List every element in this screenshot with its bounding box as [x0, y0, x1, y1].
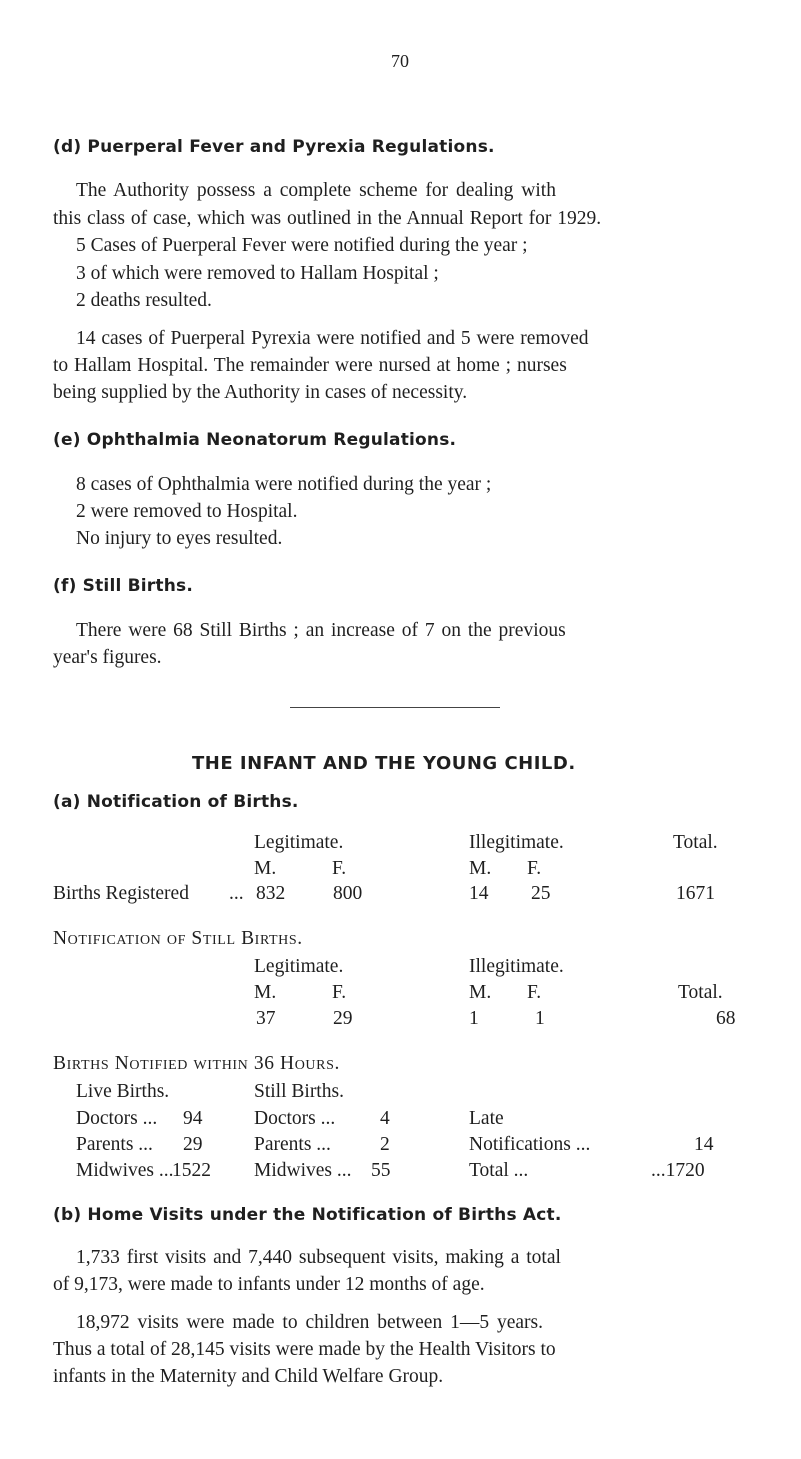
late-total-value: ...1720	[651, 1160, 705, 1181]
still-births-header: Still Births.	[254, 1081, 344, 1102]
births-leg-f-value: 800	[333, 883, 363, 904]
births-illegitimate-header: Illegitimate.	[469, 832, 564, 853]
section-d-heading: (d) Puerperal Fever and Pyrexia Regulations.	[53, 137, 495, 157]
late-total-label: Total ...	[469, 1160, 529, 1181]
section-f-line-1: There were 68 Still Births ; an increase of 7 on the previous	[76, 620, 566, 641]
section-d-line-2: this class of case, which was outlined in the Annual Report for 1929.	[53, 208, 602, 229]
births-total-header: Total.	[673, 832, 718, 853]
section-d-para2-line-2: to Hallam Hospital. The remainder were nursed at home ; nurses	[53, 355, 567, 376]
still-midwives-label: Midwives ...	[254, 1160, 352, 1181]
late-label: Late	[469, 1108, 504, 1129]
section-e-line-3: No injury to eyes resulted.	[76, 528, 283, 549]
still-ill-f-header: F.	[527, 982, 542, 1003]
still-leg-f-value: 29	[333, 1008, 353, 1029]
live-midwives-label: Midwives ...	[76, 1160, 174, 1181]
home-visits-line-4: Thus a total of 28,145 visits were made by the Health Visitors to	[53, 1339, 556, 1360]
births-ill-m-header: M.	[469, 858, 492, 879]
late-notifications-label: Notifications ...	[469, 1134, 591, 1155]
section-e-line-2: 2 were removed to Hospital.	[76, 501, 298, 522]
still-parents-value: 2	[380, 1134, 390, 1155]
home-visits-line-5: infants in the Maternity and Child Welfare Group.	[53, 1366, 444, 1387]
section-e-line-1: 8 cases of Ophthalmia were notified during the year ;	[76, 474, 492, 495]
section-d-para2-line-3: being supplied by the Authority in cases of necessity.	[53, 382, 468, 403]
still-illegitimate-header: Illegitimate.	[469, 956, 564, 977]
section-d-line-4: 3 of which were removed to Hallam Hospital ;	[76, 263, 439, 284]
births-ill-f-header: F.	[527, 858, 542, 879]
births-registered-label: Births Registered	[53, 883, 189, 904]
notification-of-births-heading: (a) Notification of Births.	[53, 792, 299, 812]
section-divider	[290, 707, 500, 708]
still-total-value: 68	[716, 1008, 736, 1029]
live-parents-value: 29	[183, 1134, 203, 1155]
still-total-header: Total.	[678, 982, 723, 1003]
section-e-heading: (e) Ophthalmia Neonatorum Regulations.	[53, 430, 457, 450]
still-ill-f-value: 1	[535, 1008, 545, 1029]
still-midwives-value: 55	[371, 1160, 391, 1181]
live-midwives-value: 1522	[172, 1160, 211, 1181]
still-births-heading: Notification of Still Births.	[53, 928, 303, 949]
home-visits-line-3: 18,972 visits were made to children between 1—5 years.	[76, 1312, 543, 1333]
late-notifications-value: 14	[694, 1134, 714, 1155]
live-parents-label: Parents ...	[76, 1134, 153, 1155]
section-d-para2-line-1: 14 cases of Puerperal Pyrexia were notified and 5 were removed	[76, 328, 589, 349]
notified-36-heading: Births Notified within 36 Hours.	[53, 1053, 340, 1074]
still-legitimate-header: Legitimate.	[254, 956, 344, 977]
still-leg-m-value: 37	[256, 1008, 276, 1029]
still-leg-m-header: M.	[254, 982, 277, 1003]
section-d-line-5: 2 deaths resulted.	[76, 290, 212, 311]
home-visits-line-2: of 9,173, were made to infants under 12 months of age.	[53, 1274, 485, 1295]
section-d-line-3: 5 Cases of Puerperal Fever were notified during the year ;	[76, 235, 528, 256]
section-f-line-2: year's figures.	[53, 647, 162, 668]
births-legitimate-header: Legitimate.	[254, 832, 344, 853]
live-doctors-label: Doctors ...	[76, 1108, 158, 1129]
births-registered-leader: ...	[229, 883, 244, 904]
births-leg-m-header: M.	[254, 858, 277, 879]
home-visits-line-1: 1,733 first visits and 7,440 subsequent visits, making a total	[76, 1247, 561, 1268]
births-total-value: 1671	[676, 883, 715, 904]
births-leg-m-value: 832	[256, 883, 286, 904]
home-visits-heading: (b) Home Visits under the Notification of Births Act.	[53, 1205, 562, 1225]
births-ill-f-value: 25	[531, 883, 551, 904]
still-parents-label: Parents ...	[254, 1134, 331, 1155]
still-doctors-value: 4	[380, 1108, 390, 1129]
still-ill-m-value: 1	[469, 1008, 479, 1029]
still-leg-f-header: F.	[332, 982, 347, 1003]
births-leg-f-header: F.	[332, 858, 347, 879]
page-number: 70	[391, 51, 409, 71]
live-doctors-value: 94	[183, 1108, 203, 1129]
still-ill-m-header: M.	[469, 982, 492, 1003]
still-doctors-label: Doctors ...	[254, 1108, 336, 1129]
section-d-line-1: The Authority possess a complete scheme for dealing with	[76, 180, 556, 201]
live-births-header: Live Births.	[76, 1081, 170, 1102]
infant-title: THE INFANT AND THE YOUNG CHILD.	[192, 753, 576, 774]
section-f-heading: (f) Still Births.	[53, 576, 193, 596]
births-ill-m-value: 14	[469, 883, 489, 904]
